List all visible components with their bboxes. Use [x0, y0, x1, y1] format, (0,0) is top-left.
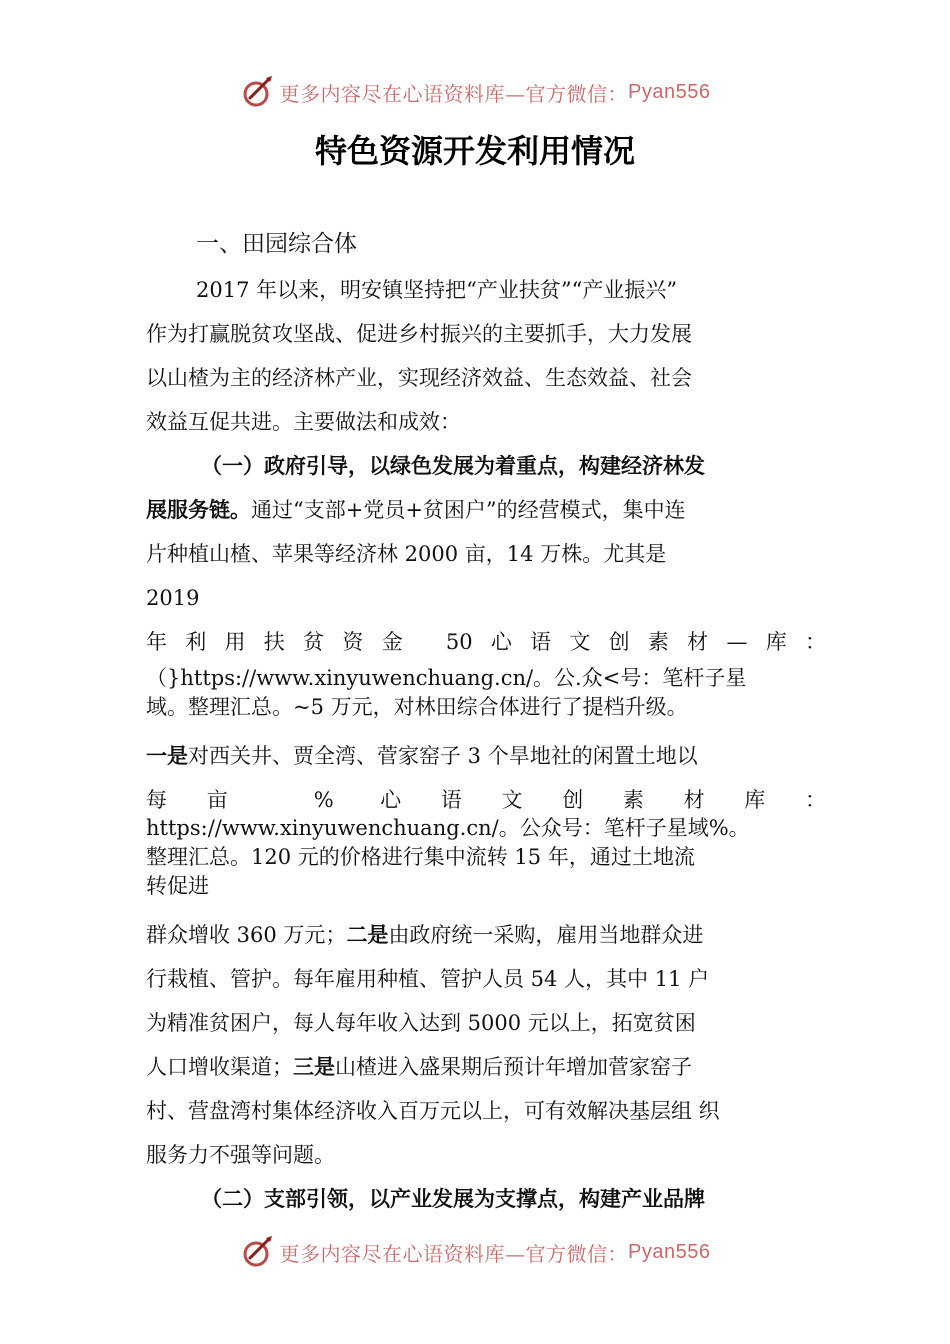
subheading-2-line-1: （二）支部引领，以产业发展为支撑点，构建产业品牌: [201, 1186, 705, 1211]
writing-brush-logo-icon: [240, 1234, 276, 1270]
para-line: [146, 488, 826, 532]
intro-line-4: 效益互促共进。主要做法和成效：: [146, 410, 461, 434]
intro-line-3: 以山楂为主的经济林产业，实现经济效益、生态效益、社会: [146, 366, 692, 390]
subheading-1-line-2: 展服务链。: [146, 497, 251, 522]
para-text: 对西关井、贾全湾、菅家窑子 3 个旱地社的闲置土地以: [188, 744, 698, 768]
para-line: 为精准贫困户，每人每年收入达到 5000 元以上，拓宽贫困: [146, 1011, 696, 1035]
watermark-text: 更多内容尽在心语资料库—官方微信：: [279, 1241, 629, 1266]
intro-line-2: 作为打赢脱贫攻坚战、促进乡村振兴的主要抓手，大力发展: [146, 322, 692, 346]
para-line: 行栽植、管护。每年雇用种植、管护人员 54 人，其中 11 户: [146, 967, 710, 991]
para-line: 片种植山楂、苹果等经济林 2000 亩，14 万株。尤其是: [146, 542, 667, 566]
para-text: https://www.xinyuwenchuang.cn/。公众号：笔杆子星域%。: [146, 816, 750, 840]
page-title: 特色资源开发利用情况: [314, 132, 635, 170]
para-line: [146, 734, 826, 778]
point-label-2: 二是: [346, 922, 389, 947]
para-block-dense: [146, 664, 826, 722]
para-line: 服务力不强等问题。: [146, 1143, 335, 1167]
watermark-text: 更多内容尽在心语资料库—官方微信：: [279, 81, 629, 106]
para-text: 由政府统一采购，雇用当地群众进: [388, 923, 704, 947]
intro-line-1: 2017 年以来，明安镇坚持把“产业扶贫”“产业振兴”: [196, 278, 678, 302]
para-text: 域。整理汇总。~5 万元，对林田综合体进行了提档升级。: [146, 695, 688, 719]
para-text: 人口增收渠道；: [146, 1055, 293, 1079]
para-text: 群众增收 360 万元；: [146, 923, 347, 947]
document-body: [146, 222, 826, 1221]
para-text: 通过“支部+党员+贫困户”的经营模式，集中连: [251, 498, 686, 522]
point-label-3: 三是: [293, 1054, 335, 1079]
para-line: 2019: [146, 586, 200, 610]
para-text: 转促进: [146, 874, 209, 898]
para-line: [146, 913, 826, 957]
para-line-spread: 每亩 % 心语文创素材库：: [146, 788, 826, 812]
section-heading: 一、田园综合体: [196, 231, 357, 257]
para-line: [146, 1045, 826, 1089]
watermark-footer: [0, 1232, 950, 1272]
para-text: 山楂进入盛果期后预计年增加菅家窑子: [335, 1055, 692, 1079]
watermark-header: [0, 72, 950, 112]
point-label-1: 一是: [146, 743, 188, 768]
watermark-wechat-id: Pyan556: [628, 1240, 711, 1263]
watermark-wechat-id: Pyan556: [628, 80, 711, 103]
para-text: 整理汇总。120 元的价格进行集中流转 15 年，通过土地流: [146, 845, 695, 869]
para-line: 村、营盘湾村集体经济收入百万元以上，可有效解决基层组 织: [146, 1099, 720, 1123]
para-block-dense: [146, 814, 826, 901]
para-text: （}https://www.xinyuwenchuang.cn/。公.众<号：笔杆子星: [146, 666, 747, 690]
subheading-1-line-1: （一）政府引导，以绿色发展为着重点，构建经济林发: [201, 453, 705, 478]
writing-brush-logo-icon: [240, 74, 276, 110]
para-line-spread: 年利用扶贫资金 50心语文创素材—库：: [146, 630, 826, 654]
